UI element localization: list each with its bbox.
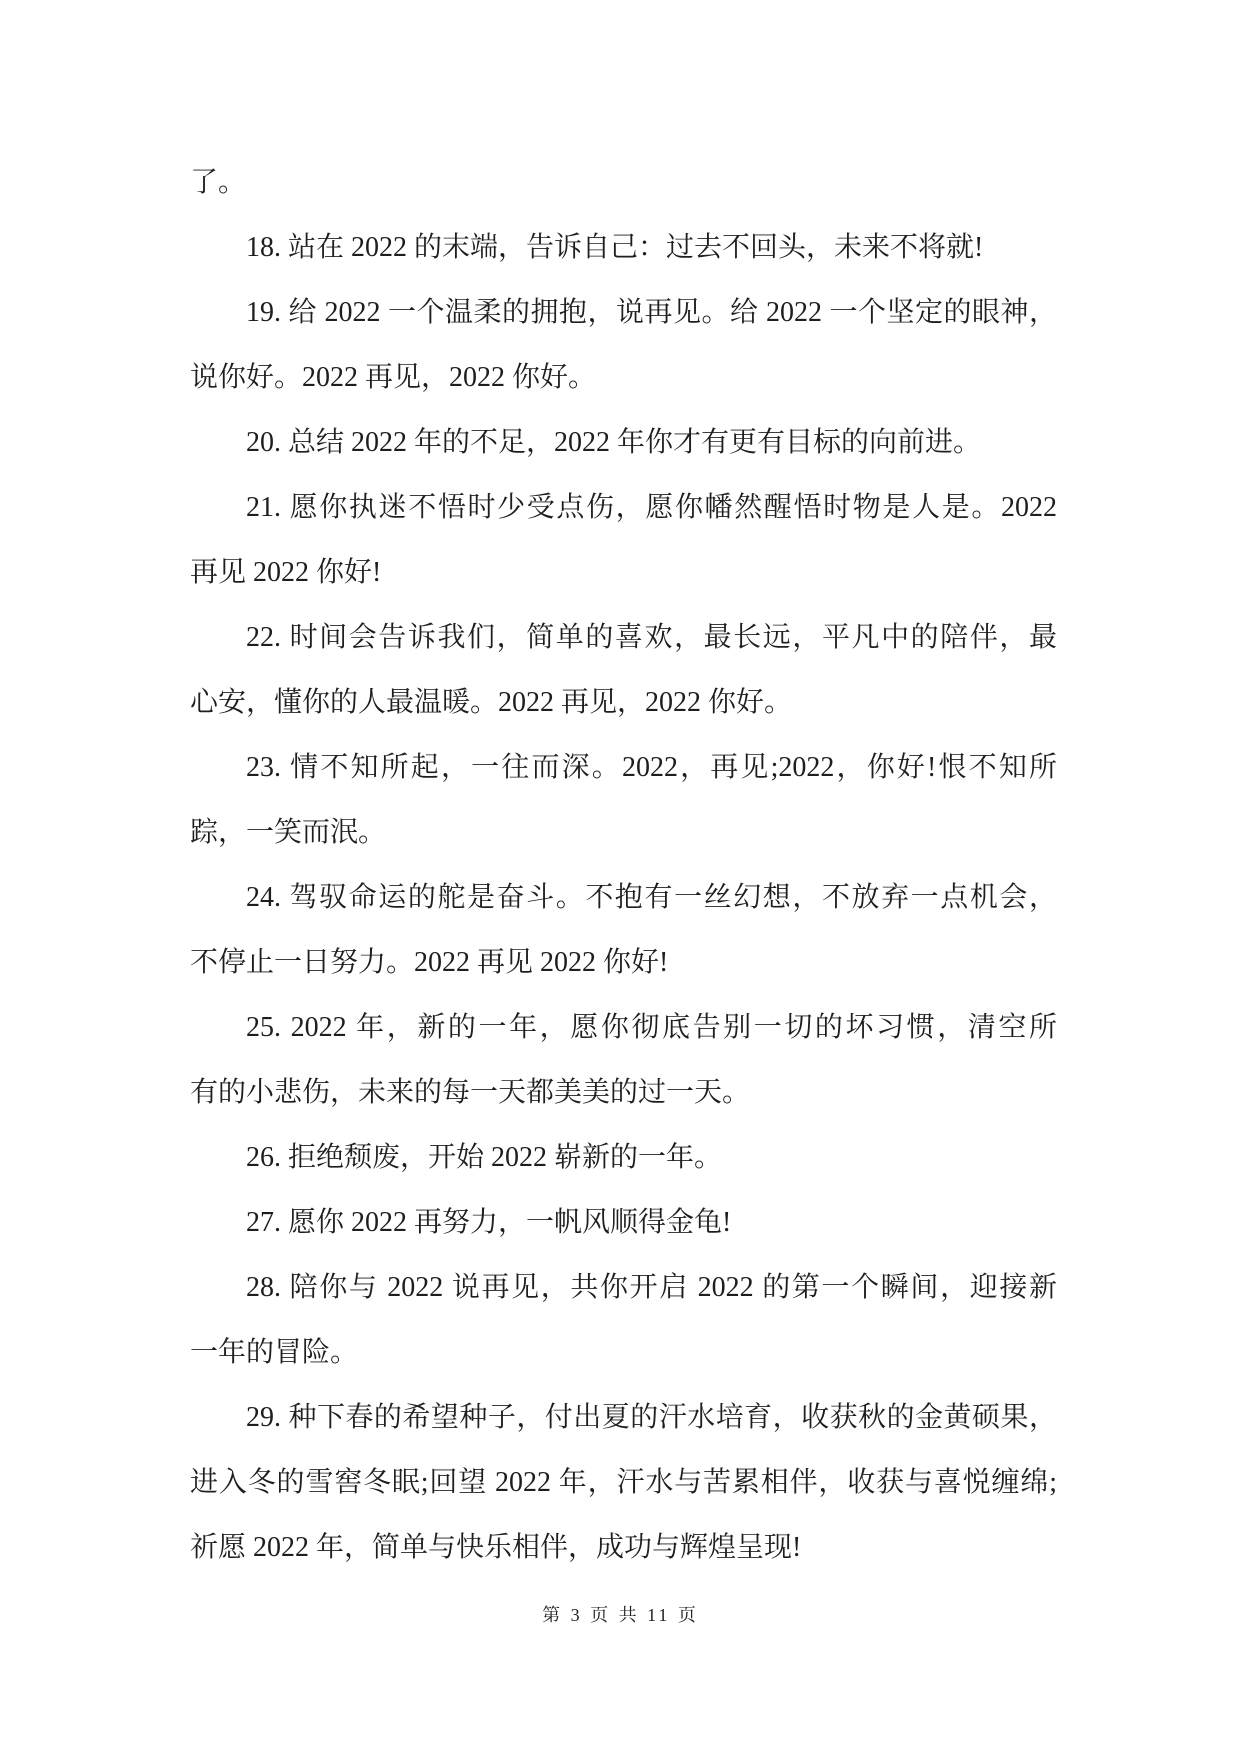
paragraph-line: 29. 种下春的希望种子，付出夏的汗水培育，收获秋的金黄硕果，: [246, 1402, 1057, 1433]
list-item-18: [190, 215, 1057, 280]
paragraph-line: 23. 情不知所起，一往而深。2022，再见;2022，你好!恨不知所: [246, 752, 1057, 783]
paragraph-line: 22. 时间会告诉我们，简单的喜欢，最长远，平凡中的陪伴，最: [246, 622, 1057, 653]
paragraph-line: 18. 站在 2022 的末端，告诉自己：过去不回头，未来不将就!: [246, 232, 984, 263]
paragraph-line: 说你好。2022 再见，2022 你好。: [190, 362, 597, 393]
paragraph-line: 26. 拒绝颓废，开始 2022 崭新的一年。: [246, 1142, 723, 1173]
paragraph-line: 再见 2022 你好!: [190, 557, 382, 588]
paragraph-line: 进入冬的雪窖冬眠;回望 2022 年，汗水与苦累相伴，收获与喜悦缠绵;: [190, 1467, 1057, 1498]
paragraph-line: 27. 愿你 2022 再努力，一帆风顺得金龟!: [246, 1207, 732, 1238]
list-item-26: [190, 1125, 1057, 1190]
paragraph-line: 24. 驾驭命运的舵是奋斗。不抱有一丝幻想，不放弃一点机会，: [246, 882, 1057, 913]
page-footer: 第 3 页 共 11 页: [542, 1605, 699, 1625]
list-item-25: [190, 995, 1057, 1125]
paragraph-line: 不停止一日努力。2022 再见 2022 你好!: [190, 947, 669, 978]
list-item-19: [190, 280, 1057, 410]
paragraph-line: 20. 总结 2022 年的不足，2022 年你才有更有目标的向前进。: [246, 427, 982, 458]
paragraph-line: 21. 愿你执迷不悟时少受点伤，愿你幡然醒悟时物是人是。2022: [246, 492, 1057, 523]
document-body: [190, 150, 1057, 1580]
list-item-29: [190, 1385, 1057, 1580]
continuation-line: 了。: [190, 167, 247, 198]
list-item-27: [190, 1190, 1057, 1255]
list-item-22: [190, 605, 1057, 735]
list-item-24: [190, 865, 1057, 995]
list-item-20: [190, 410, 1057, 475]
list-item-21: [190, 475, 1057, 605]
list-item-23: [190, 735, 1057, 865]
paragraph-line: 一年的冒险。: [190, 1337, 359, 1368]
list-item-28: [190, 1255, 1057, 1385]
paragraph-line: 祈愿 2022 年，简单与快乐相伴，成功与辉煌呈现!: [190, 1532, 802, 1563]
paragraph-line: 19. 给 2022 一个温柔的拥抱，说再见。给 2022 一个坚定的眼神，: [246, 297, 1057, 328]
paragraph-line: 28. 陪你与 2022 说再见，共你开启 2022 的第一个瞬间，迎接新: [246, 1272, 1057, 1303]
paragraph-line: 25. 2022 年，新的一年，愿你彻底告别一切的坏习惯，清空所: [246, 1012, 1057, 1043]
paragraph-line: 心安，懂你的人最温暖。2022 再见，2022 你好。: [190, 687, 793, 718]
paragraph-line: 有的小悲伤，未来的每一天都美美的过一天。: [190, 1077, 751, 1108]
paragraph-line: 踪，一笑而泯。: [190, 817, 387, 848]
